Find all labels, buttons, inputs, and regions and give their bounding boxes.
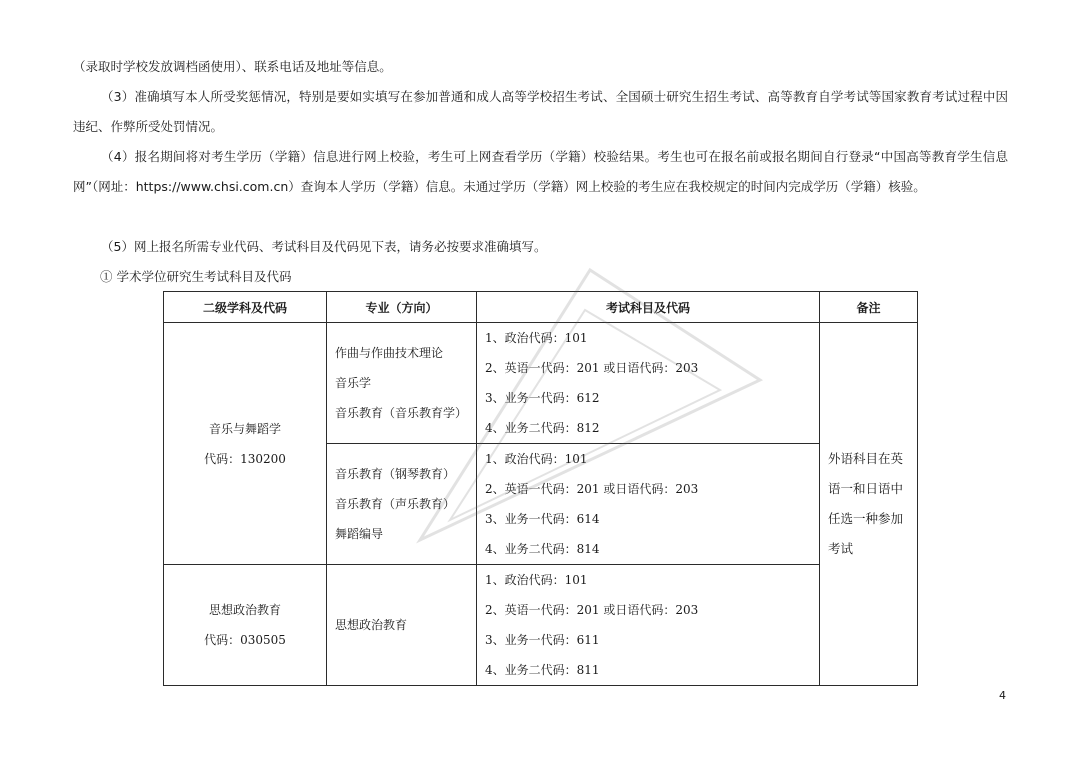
specialty-name: 舞蹈编导 — [335, 527, 384, 541]
specialty-name: 音乐教育（声乐教育） — [335, 497, 456, 511]
remark-cell — [820, 323, 918, 686]
subject-line: 1、政治代码：101 — [485, 573, 588, 587]
remark-text: 外语科目在英语一和日语中任选一种参加考试 — [828, 451, 904, 556]
subject-line: 3、业务一代码：611 — [485, 633, 600, 647]
specialty-cell — [327, 444, 477, 565]
specialty-name: 音乐教育（钢琴教育） — [335, 467, 456, 481]
subject-line: 2、英语一代码：201 或日语代码：203 — [485, 482, 699, 496]
header-discipline: 二级学科及代码 — [164, 292, 327, 323]
paragraph-item-3: （3）准确填写本人所受奖惩情况，特别是要如实填写在参加普通和成人高等学校招生考试、全国硕士研究生招生考试、高等教育自学考试等国家教育考试过程中因违纪、作弊所受处罚情况。 — [73, 89, 1008, 134]
specialty-name: 音乐教育（音乐教育学） — [335, 406, 468, 420]
table-caption: ① 学术学位研究生考试科目及代码 — [100, 269, 292, 284]
subject-line: 1、政治代码：101 — [485, 452, 588, 466]
subjects-cell — [477, 323, 820, 444]
subject-line: 4、业务二代码：814 — [485, 542, 600, 556]
discipline-code: 代码：030505 — [204, 633, 286, 647]
subject-line: 1、政治代码：101 — [485, 331, 588, 345]
subject-line: 3、业务一代码：614 — [485, 512, 600, 526]
subject-line: 2、英语一代码：201 或日语代码：203 — [485, 361, 699, 375]
header-subjects: 考试科目及代码 — [477, 292, 820, 323]
discipline-cell — [164, 565, 327, 686]
specialty-name: 思想政治教育 — [335, 618, 408, 632]
paragraph-item-4: （4）报名期间将对考生学历（学籍）信息进行网上校验，考生可上网查看学历（学籍）校验结果。考生也可在报名前或报名期间自行登录“中国高等教育学生信息网”（网址：https://www.chsi.com.cn）查询本人学历（学籍）信息。未通过学历（学籍）网上校验的考生应在我校规定的时间内完成学历（学籍）核验。 — [73, 149, 1008, 194]
header-remark: 备注 — [820, 292, 918, 323]
header-specialty: 专业（方向） — [327, 292, 477, 323]
table-row — [164, 323, 918, 444]
subject-line: 3、业务一代码：612 — [485, 391, 600, 405]
paragraph-continuation: （录取时学校发放调档函使用）、联系电话及地址等信息。 — [73, 59, 392, 74]
subject-line: 4、业务二代码：812 — [485, 421, 600, 435]
subject-line: 2、英语一代码：201 或日语代码：203 — [485, 603, 699, 617]
table-row — [164, 565, 918, 686]
specialty-cell — [327, 323, 477, 444]
specialty-name: 音乐学 — [335, 376, 372, 390]
paragraph-item-5: （5）网上报名所需专业代码、考试科目及代码见下表，请务必按要求准确填写。 — [101, 239, 547, 254]
specialty-cell — [327, 565, 477, 686]
discipline-code: 代码：130200 — [204, 451, 286, 466]
specialty-name: 作曲与作曲技术理论 — [335, 346, 444, 360]
table-header-row — [164, 292, 918, 323]
subjects-cell — [477, 444, 820, 565]
discipline-name: 音乐与舞蹈学 — [208, 421, 281, 436]
exam-subjects-table — [163, 291, 918, 686]
discipline-name: 思想政治教育 — [208, 603, 281, 617]
page-number: 4 — [999, 689, 1006, 702]
subjects-cell — [477, 565, 820, 686]
subject-line: 4、业务二代码：811 — [485, 663, 600, 677]
discipline-cell — [164, 323, 327, 565]
